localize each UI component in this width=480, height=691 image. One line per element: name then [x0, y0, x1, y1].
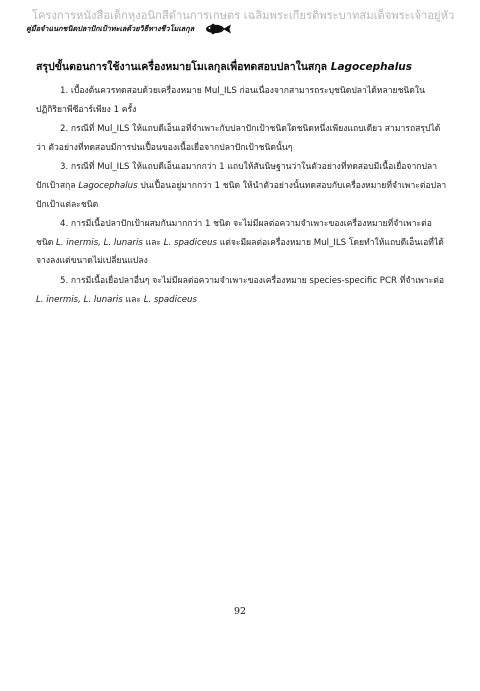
- species-name: Lagocephalus: [78, 180, 138, 191]
- header-book-line: [26, 21, 234, 37]
- step-text: ปนเปื้อนอยู่มากกว่า 1 ชนิด ให้นำตัวอย่างนั้นทดสอบกับเครื่องหมายที่จำเพาะต่อปลาปักเป้าแต่ละชนิด: [36, 180, 447, 210]
- summary-steps: [36, 82, 448, 310]
- section-title-text: สรุปขั้นตอนการใช้งานเครื่องหมายโมเลกุลเพื่อทดสอบปลาในสกุล: [36, 61, 331, 73]
- step-text: 3. กรณีที่ Mul_ILS ให้แถบดีเอ็นเอมากกว่า 1 แถบให้สันนิษฐานว่าในตัวอย่างที่ทดสอบมีเนื้อเยื่อจากปลาปักเป้าสกุล: [36, 162, 438, 191]
- species-name: L. spadiceus: [163, 237, 217, 248]
- summary-step-1: [36, 82, 448, 119]
- summary-step-4: [36, 215, 448, 271]
- step-text: 2. กรณีที่ Mul_ILS ให้แถบดีเอ็นเอที่จำเพาะกับปลาปักเป้าชนิดใดชนิดหนึ่งเพียงแถบเดียว สามารถสรุปได้ว่า ตัวอย่างที่ทดสอบมีการปนเปื้อนของเนื้อเยื่อจากปลาปักเป้าชนิดนั้นๆ: [36, 124, 441, 153]
- step-text: แต่จะมีผลต่อเครื่องหมาย Mul_ILS โดยทำให้แถบดีเอ็นเอที่ได้จางลงแต่ขนาดไม่เปลี่ยนแปลง: [36, 237, 444, 267]
- summary-step-2: [36, 120, 448, 157]
- header-book-title: คู่มือจำแนกชนิดปลาปักเป้าทะเลด้วยวิธีทางชีวโมเลกุล: [26, 23, 195, 33]
- step-text: 4. การมีเนื้อปลาปักเป้าผสมกันมากกว่า 1 ชนิด จะไม่มีผลต่อความจำเพาะของเครื่องหมายที่จำเพาะต่อชนิด: [36, 219, 432, 248]
- step-text: และ: [122, 294, 144, 305]
- step-text: 1. เบื้องต้นควรทดสอบด้วยเครื่องหมาย Mul_ILS ก่อนเนื่องจากสามารถระบุชนิดปลาได้หลายชนิดในปฏิกิริยาพีซีอาร์เพียง 1 ครั้ง: [36, 86, 425, 115]
- page-number: 92: [233, 606, 247, 617]
- pufferfish-icon: [202, 23, 234, 35]
- summary-step-3: [36, 158, 448, 214]
- species-name: L. inermis, L. lunaris: [36, 294, 123, 305]
- section-title-genus: Lagocephalus: [330, 61, 413, 73]
- species-name: L. spadiceus: [143, 294, 197, 305]
- header-project-title: โครงการหนังสือเด็กหุงอนิกสีดำนการเกษตร เฉลิมพระเกียรติพระบาทสมเด็จพระเจ้าอยู่หัว: [32, 9, 455, 22]
- section-title: [36, 60, 456, 74]
- species-name: L. inermis, L. lunaris: [56, 237, 143, 248]
- step-text: 5. การมีเนื้อเยื่อปลาอื่นๆ จะไม่มีผลต่อความจำเพาะของเครื่องหมาย species-specific PCR ที่จำเพาะต่อ: [60, 275, 445, 286]
- summary-step-5: [36, 272, 448, 309]
- step-text: และ: [142, 237, 164, 248]
